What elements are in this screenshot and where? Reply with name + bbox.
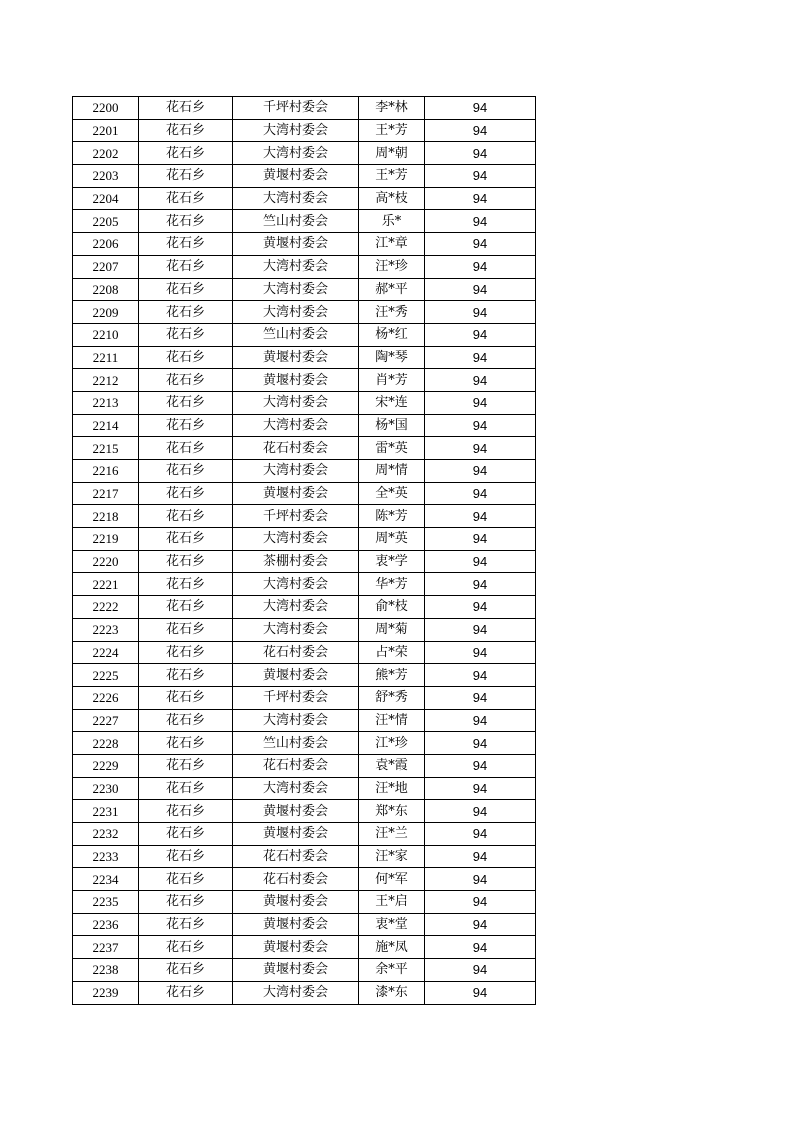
score-cell: 94 — [425, 664, 536, 687]
id-cell: 2210 — [73, 323, 139, 346]
id-cell: 2227 — [73, 709, 139, 732]
township-cell: 花石乡 — [139, 346, 233, 369]
village-cell: 千坪村委会 — [233, 686, 359, 709]
id-cell: 2201 — [73, 119, 139, 142]
name-cell: 肖*芳 — [359, 369, 425, 392]
id-cell: 2220 — [73, 550, 139, 573]
id-cell: 2207 — [73, 255, 139, 278]
table-row — [73, 482, 536, 505]
id-cell: 2235 — [73, 891, 139, 914]
name-cell: 高*枝 — [359, 187, 425, 210]
village-cell: 竺山村委会 — [233, 210, 359, 233]
table-row — [73, 573, 536, 596]
id-cell: 2236 — [73, 913, 139, 936]
table-row — [73, 505, 536, 528]
village-cell: 大湾村委会 — [233, 596, 359, 619]
score-cell: 94 — [425, 391, 536, 414]
name-cell: 王*芳 — [359, 165, 425, 188]
table-row — [73, 868, 536, 891]
table-row — [73, 165, 536, 188]
score-cell: 94 — [425, 369, 536, 392]
township-cell: 花石乡 — [139, 686, 233, 709]
township-cell: 花石乡 — [139, 528, 233, 551]
name-cell: 杨*国 — [359, 414, 425, 437]
name-cell: 衷*堂 — [359, 913, 425, 936]
table-row — [73, 323, 536, 346]
table-row — [73, 255, 536, 278]
village-cell: 大湾村委会 — [233, 573, 359, 596]
village-cell: 大湾村委会 — [233, 391, 359, 414]
id-cell: 2228 — [73, 732, 139, 755]
name-cell: 汪*家 — [359, 845, 425, 868]
name-cell: 汪*地 — [359, 777, 425, 800]
table-body — [73, 97, 536, 1005]
score-cell: 94 — [425, 845, 536, 868]
village-cell: 花石村委会 — [233, 641, 359, 664]
table-row — [73, 233, 536, 256]
village-cell: 黄堰村委会 — [233, 936, 359, 959]
township-cell: 花石乡 — [139, 550, 233, 573]
name-cell: 汪*情 — [359, 709, 425, 732]
score-cell: 94 — [425, 777, 536, 800]
id-cell: 2204 — [73, 187, 139, 210]
score-cell: 94 — [425, 573, 536, 596]
name-cell: 杨*红 — [359, 323, 425, 346]
id-cell: 2203 — [73, 165, 139, 188]
township-cell: 花石乡 — [139, 437, 233, 460]
table-row — [73, 187, 536, 210]
table-row — [73, 119, 536, 142]
id-cell: 2230 — [73, 777, 139, 800]
township-cell: 花石乡 — [139, 618, 233, 641]
table-row — [73, 301, 536, 324]
township-cell: 花石乡 — [139, 119, 233, 142]
table-row — [73, 823, 536, 846]
township-cell: 花石乡 — [139, 323, 233, 346]
village-cell: 大湾村委会 — [233, 301, 359, 324]
township-cell: 花石乡 — [139, 573, 233, 596]
score-cell: 94 — [425, 686, 536, 709]
id-cell: 2202 — [73, 142, 139, 165]
name-cell: 李*林 — [359, 97, 425, 120]
table-row — [73, 800, 536, 823]
village-cell: 花石村委会 — [233, 437, 359, 460]
village-cell: 黄堰村委会 — [233, 891, 359, 914]
table-row — [73, 460, 536, 483]
id-cell: 2218 — [73, 505, 139, 528]
township-cell: 花石乡 — [139, 233, 233, 256]
village-cell: 黄堰村委会 — [233, 233, 359, 256]
score-cell: 94 — [425, 165, 536, 188]
id-cell: 2223 — [73, 618, 139, 641]
score-cell: 94 — [425, 460, 536, 483]
table-row — [73, 550, 536, 573]
village-cell: 黄堰村委会 — [233, 165, 359, 188]
table-row — [73, 346, 536, 369]
table-row — [73, 596, 536, 619]
score-cell: 94 — [425, 301, 536, 324]
township-cell: 花石乡 — [139, 210, 233, 233]
name-cell: 俞*枝 — [359, 596, 425, 619]
table-row — [73, 369, 536, 392]
township-cell: 花石乡 — [139, 414, 233, 437]
score-cell: 94 — [425, 868, 536, 891]
table-row — [73, 845, 536, 868]
village-cell: 千坪村委会 — [233, 97, 359, 120]
id-cell: 2211 — [73, 346, 139, 369]
id-cell: 2213 — [73, 391, 139, 414]
id-cell: 2214 — [73, 414, 139, 437]
table-row — [73, 754, 536, 777]
township-cell: 花石乡 — [139, 959, 233, 982]
id-cell: 2217 — [73, 482, 139, 505]
id-cell: 2237 — [73, 936, 139, 959]
township-cell: 花石乡 — [139, 187, 233, 210]
township-cell: 花石乡 — [139, 845, 233, 868]
township-cell: 花石乡 — [139, 891, 233, 914]
township-cell: 花石乡 — [139, 936, 233, 959]
name-cell: 周*情 — [359, 460, 425, 483]
name-cell: 陶*琴 — [359, 346, 425, 369]
name-cell: 占*荣 — [359, 641, 425, 664]
table-row — [73, 664, 536, 687]
name-cell: 江*珍 — [359, 732, 425, 755]
score-cell: 94 — [425, 278, 536, 301]
village-cell: 大湾村委会 — [233, 255, 359, 278]
township-cell: 花石乡 — [139, 255, 233, 278]
id-cell: 2226 — [73, 686, 139, 709]
village-cell: 大湾村委会 — [233, 187, 359, 210]
village-cell: 千坪村委会 — [233, 505, 359, 528]
id-cell: 2231 — [73, 800, 139, 823]
score-cell: 94 — [425, 732, 536, 755]
township-cell: 花石乡 — [139, 142, 233, 165]
table-row — [73, 732, 536, 755]
table-row — [73, 777, 536, 800]
village-cell: 花石村委会 — [233, 868, 359, 891]
township-cell: 花石乡 — [139, 777, 233, 800]
village-cell: 大湾村委会 — [233, 528, 359, 551]
score-cell: 94 — [425, 482, 536, 505]
township-cell: 花石乡 — [139, 460, 233, 483]
township-cell: 花石乡 — [139, 913, 233, 936]
name-cell: 周*菊 — [359, 618, 425, 641]
name-cell: 漆*东 — [359, 981, 425, 1004]
table-row — [73, 913, 536, 936]
score-cell: 94 — [425, 959, 536, 982]
id-cell: 2222 — [73, 596, 139, 619]
township-cell: 花石乡 — [139, 641, 233, 664]
table-row — [73, 981, 536, 1004]
township-cell: 花石乡 — [139, 278, 233, 301]
table-row — [73, 686, 536, 709]
score-cell: 94 — [425, 709, 536, 732]
village-cell: 大湾村委会 — [233, 142, 359, 165]
village-cell: 黄堰村委会 — [233, 800, 359, 823]
village-cell: 竺山村委会 — [233, 323, 359, 346]
name-cell: 汪*兰 — [359, 823, 425, 846]
township-cell: 花石乡 — [139, 709, 233, 732]
score-cell: 94 — [425, 255, 536, 278]
village-cell: 大湾村委会 — [233, 981, 359, 1004]
village-cell: 大湾村委会 — [233, 414, 359, 437]
id-cell: 2239 — [73, 981, 139, 1004]
id-cell: 2229 — [73, 754, 139, 777]
id-cell: 2208 — [73, 278, 139, 301]
township-cell: 花石乡 — [139, 165, 233, 188]
name-cell: 江*章 — [359, 233, 425, 256]
township-cell: 花石乡 — [139, 596, 233, 619]
table-row — [73, 936, 536, 959]
id-cell: 2206 — [73, 233, 139, 256]
township-cell: 花石乡 — [139, 732, 233, 755]
score-cell: 94 — [425, 550, 536, 573]
table-row — [73, 891, 536, 914]
table-row — [73, 641, 536, 664]
score-cell: 94 — [425, 414, 536, 437]
name-cell: 舒*秀 — [359, 686, 425, 709]
village-cell: 黄堰村委会 — [233, 482, 359, 505]
table-row — [73, 142, 536, 165]
id-cell: 2234 — [73, 868, 139, 891]
village-cell: 黄堰村委会 — [233, 959, 359, 982]
table-row — [73, 618, 536, 641]
id-cell: 2238 — [73, 959, 139, 982]
name-cell: 汪*秀 — [359, 301, 425, 324]
name-cell: 宋*连 — [359, 391, 425, 414]
township-cell: 花石乡 — [139, 664, 233, 687]
score-cell: 94 — [425, 97, 536, 120]
score-cell: 94 — [425, 119, 536, 142]
name-cell: 乐* — [359, 210, 425, 233]
table-row — [73, 210, 536, 233]
village-cell: 大湾村委会 — [233, 119, 359, 142]
name-cell: 郑*东 — [359, 800, 425, 823]
village-cell: 大湾村委会 — [233, 460, 359, 483]
village-cell: 黄堰村委会 — [233, 346, 359, 369]
score-cell: 94 — [425, 913, 536, 936]
score-cell: 94 — [425, 936, 536, 959]
score-cell: 94 — [425, 142, 536, 165]
village-cell: 黄堰村委会 — [233, 913, 359, 936]
score-cell: 94 — [425, 233, 536, 256]
name-cell: 华*芳 — [359, 573, 425, 596]
name-cell: 周*英 — [359, 528, 425, 551]
score-cell: 94 — [425, 437, 536, 460]
score-cell: 94 — [425, 323, 536, 346]
name-cell: 余*平 — [359, 959, 425, 982]
score-cell: 94 — [425, 187, 536, 210]
score-cell: 94 — [425, 210, 536, 233]
township-cell: 花石乡 — [139, 97, 233, 120]
township-cell: 花石乡 — [139, 482, 233, 505]
village-cell: 黄堰村委会 — [233, 369, 359, 392]
township-cell: 花石乡 — [139, 823, 233, 846]
table-row — [73, 278, 536, 301]
village-cell: 花石村委会 — [233, 754, 359, 777]
name-cell: 王*启 — [359, 891, 425, 914]
name-cell: 熊*芳 — [359, 664, 425, 687]
id-cell: 2212 — [73, 369, 139, 392]
table-row — [73, 391, 536, 414]
table-row — [73, 437, 536, 460]
name-cell: 周*朝 — [359, 142, 425, 165]
id-cell: 2205 — [73, 210, 139, 233]
score-cell: 94 — [425, 346, 536, 369]
id-cell: 2225 — [73, 664, 139, 687]
score-cell: 94 — [425, 800, 536, 823]
name-cell: 郝*平 — [359, 278, 425, 301]
name-cell: 王*芳 — [359, 119, 425, 142]
village-cell: 大湾村委会 — [233, 709, 359, 732]
village-cell: 花石村委会 — [233, 845, 359, 868]
township-cell: 花石乡 — [139, 369, 233, 392]
name-cell: 何*军 — [359, 868, 425, 891]
township-cell: 花石乡 — [139, 301, 233, 324]
village-cell: 黄堰村委会 — [233, 664, 359, 687]
score-cell: 94 — [425, 823, 536, 846]
score-cell: 94 — [425, 596, 536, 619]
name-cell: 袁*霞 — [359, 754, 425, 777]
id-cell: 2209 — [73, 301, 139, 324]
township-cell: 花石乡 — [139, 505, 233, 528]
village-cell: 竺山村委会 — [233, 732, 359, 755]
name-cell: 汪*珍 — [359, 255, 425, 278]
score-cell: 94 — [425, 981, 536, 1004]
score-cell: 94 — [425, 754, 536, 777]
score-cell: 94 — [425, 618, 536, 641]
id-cell: 2215 — [73, 437, 139, 460]
township-cell: 花石乡 — [139, 981, 233, 1004]
name-cell: 全*英 — [359, 482, 425, 505]
table-row — [73, 959, 536, 982]
id-cell: 2216 — [73, 460, 139, 483]
township-cell: 花石乡 — [139, 754, 233, 777]
table-row — [73, 528, 536, 551]
id-cell: 2233 — [73, 845, 139, 868]
id-cell: 2232 — [73, 823, 139, 846]
id-cell: 2200 — [73, 97, 139, 120]
name-cell: 雷*英 — [359, 437, 425, 460]
id-cell: 2224 — [73, 641, 139, 664]
name-cell: 施*凤 — [359, 936, 425, 959]
village-cell: 大湾村委会 — [233, 618, 359, 641]
table-row — [73, 414, 536, 437]
data-table — [72, 96, 536, 1005]
township-cell: 花石乡 — [139, 391, 233, 414]
score-cell: 94 — [425, 891, 536, 914]
village-cell: 黄堰村委会 — [233, 823, 359, 846]
village-cell: 茶棚村委会 — [233, 550, 359, 573]
name-cell: 陈*芳 — [359, 505, 425, 528]
table-row — [73, 709, 536, 732]
village-cell: 大湾村委会 — [233, 278, 359, 301]
score-cell: 94 — [425, 528, 536, 551]
township-cell: 花石乡 — [139, 800, 233, 823]
score-cell: 94 — [425, 641, 536, 664]
id-cell: 2219 — [73, 528, 139, 551]
name-cell: 衷*学 — [359, 550, 425, 573]
score-cell: 94 — [425, 505, 536, 528]
table-row — [73, 97, 536, 120]
id-cell: 2221 — [73, 573, 139, 596]
village-cell: 大湾村委会 — [233, 777, 359, 800]
township-cell: 花石乡 — [139, 868, 233, 891]
